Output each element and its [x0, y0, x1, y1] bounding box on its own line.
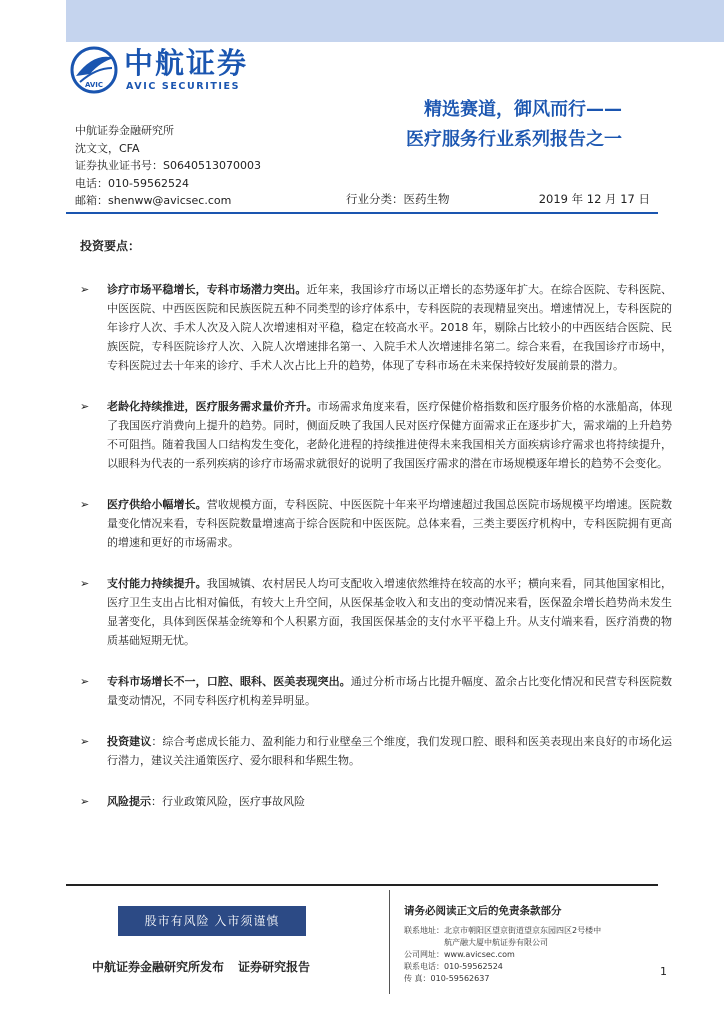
analyst-institute: 中航证券金融研究所 [75, 124, 174, 137]
avic-logo-icon [70, 46, 118, 94]
bullet-text: 市场需求角度来看，医疗保健价格指数和医疗服务价格的水涨船高，体现了我国医疗消费向上提升的趋势。同时，侧面反映了我国人民对医疗保健方面需求正在逐步扩大，需求端的上升趋势不可阻挡。随着我国人口结构发生变化，老龄化进程的持续推进使得未来我国相关方面疾病诊疗需求也将持续提升，以眼科为代表的一系列疾病的诊疗市场需求就很好的说明了我国医疗需求的潜在市场规模逐年增长的趋势不会变化。 [107, 400, 673, 470]
analyst-license: 证券执业证书号：S0640513070003 [75, 159, 261, 172]
bullet-arrow-icon: ➢ [80, 795, 90, 808]
bullet-arrow-icon: ➢ [80, 675, 90, 688]
footer-divider [66, 884, 658, 886]
page-number: 1 [660, 965, 667, 978]
report-title-line2: 医疗服务行业系列报告之一 [406, 129, 622, 150]
bullet-payment-capacity [80, 574, 672, 650]
bullet-lead: 医疗供给小幅增长。 [107, 498, 207, 511]
bullet-market-growth [80, 280, 672, 375]
header-band [66, 0, 724, 42]
bullet-lead: 风险提示 [107, 795, 151, 808]
summary-heading: 投资要点： [80, 239, 141, 253]
bullet-arrow-icon: ➢ [80, 498, 90, 511]
analyst-info [75, 122, 261, 210]
contact-address-line1: 联系地址：北京市朝阳区望京街道望京东园四区2号楼中 [404, 926, 602, 935]
bullet-text: 通过分析市场占比提升幅度、盈余占比变化情况和民营专科医院数量变动情况，不同专科医疗机构差异明显。 [107, 675, 673, 707]
bullet-text: 我国城镇、农村居民人均可支配收入增速依然维持在较高的水平；横向来看，同其他国家相比，医疗卫生支出占比相对偏低，有较大上升空间，从医保基金收入和支出的变动情况来看，医保盈余增长趋势尚未发生显著变化，具体到医保基金统筹和个人积累方面，我国医保基金的支付水平平稳上升。从支付端来看，医疗消费的物质基础短期无忧。 [107, 577, 673, 647]
contact-info [404, 925, 666, 985]
bullet-supply-growth [80, 495, 672, 552]
contact-phone: 联系电话：010-59562524 [404, 962, 503, 971]
bullet-text: ：行业政策风险，医疗事故风险 [151, 795, 305, 808]
summary-bullets [80, 280, 672, 833]
footer-publisher: 中航证券金融研究所发布 [92, 960, 225, 974]
bullet-lead: 诊疗市场平稳增长，专科市场潜力突出。 [107, 283, 307, 296]
company-logo [70, 44, 270, 100]
disclaimer-title: 请务必阅读正文后的免责条款部分 [404, 905, 562, 917]
bullet-text: ：综合考虑成长能力、盈利能力和行业壁垒三个维度，我们发现口腔、眼科和医美表现出来良好的市场化运行潜力，建议关注通策医疗、爱尔眼科和华熙生物。 [107, 735, 673, 767]
bullet-arrow-icon: ➢ [80, 577, 90, 590]
brand-name-cn: 中航证券 [124, 46, 249, 80]
report-title-line1: 精选赛道，御风而行—— [424, 99, 622, 120]
bullet-arrow-icon: ➢ [80, 735, 90, 748]
contact-address-line2: 航产融大厦中航证券有限公司 [444, 938, 548, 947]
footer-report-type: 证券研究报告 [238, 960, 311, 974]
brand-name-en: AVIC SECURITIES [126, 81, 241, 92]
footer-publisher-line [92, 958, 324, 976]
bullet-arrow-icon: ➢ [80, 283, 90, 296]
industry-category: 行业分类：医药生物 [346, 192, 450, 206]
contact-fax: 传 真：010-59562637 [404, 974, 490, 983]
bullet-aging-demand [80, 397, 672, 473]
analyst-email: 邮箱：shenww@avicsec.com [75, 194, 232, 207]
bullet-arrow-icon: ➢ [80, 400, 90, 413]
header-divider [66, 212, 658, 214]
footer-vertical-divider [389, 890, 390, 994]
report-date: 2019 年 12 月 17 日 [538, 192, 650, 206]
bullet-text: 营收规模方面，专科医院、中医医院十年来平均增速超过我国总医院市场规模平均增速。医院数量变化情况来看，专科医院数量增速高于综合医院和中医医院。总体来看，三类主要医疗机构中，专科医院拥有更高的增速和更好的市场需求。 [107, 498, 673, 549]
risk-notice-box: 股市有风险 入市须谨慎 [118, 906, 306, 936]
analyst-name: 沈文文，CFA [75, 141, 140, 155]
bullet-risk-warning [80, 792, 672, 811]
bullet-investment-advice [80, 732, 672, 770]
bullet-lead: 投资建议 [107, 735, 152, 748]
analyst-phone: 电话：010-59562524 [75, 176, 189, 190]
bullet-lead: 支付能力持续提升。 [107, 577, 207, 590]
contact-website: 公司网址：www.avicsec.com [404, 950, 515, 959]
logo-mark-text: AVIC [84, 81, 104, 89]
bullet-text: 近年来，我国诊疗市场以正增长的态势逐年扩大。在综合医院、专科医院、中医医院、中西医医院和民族医院五种不同类型的诊疗体系中，专科医院的表现精显突出。增速情况上，专科医院的年诊疗人次、手术人次及入院人次增速相对平稳，稳定在较高水平。2018 年，剔除占比较小的中西医结合医院、民族医院，专科医院诊疗人次、入院人次增速排名第一、入院手术人次增速排名第二。综合来看，在我国诊疗市场中，专科医院过去十年来的诊疗、手术人次占比上升的趋势，体现了专科市场在未来保持较好发展前景的潜力。 [107, 283, 673, 372]
bullet-lead: 专科市场增长不一，口腔、眼科、医美表现突出。 [107, 675, 351, 688]
bullet-specialty-markets [80, 672, 672, 710]
bullet-lead: 老龄化持续推进，医疗服务需求量价齐升。 [107, 400, 318, 413]
